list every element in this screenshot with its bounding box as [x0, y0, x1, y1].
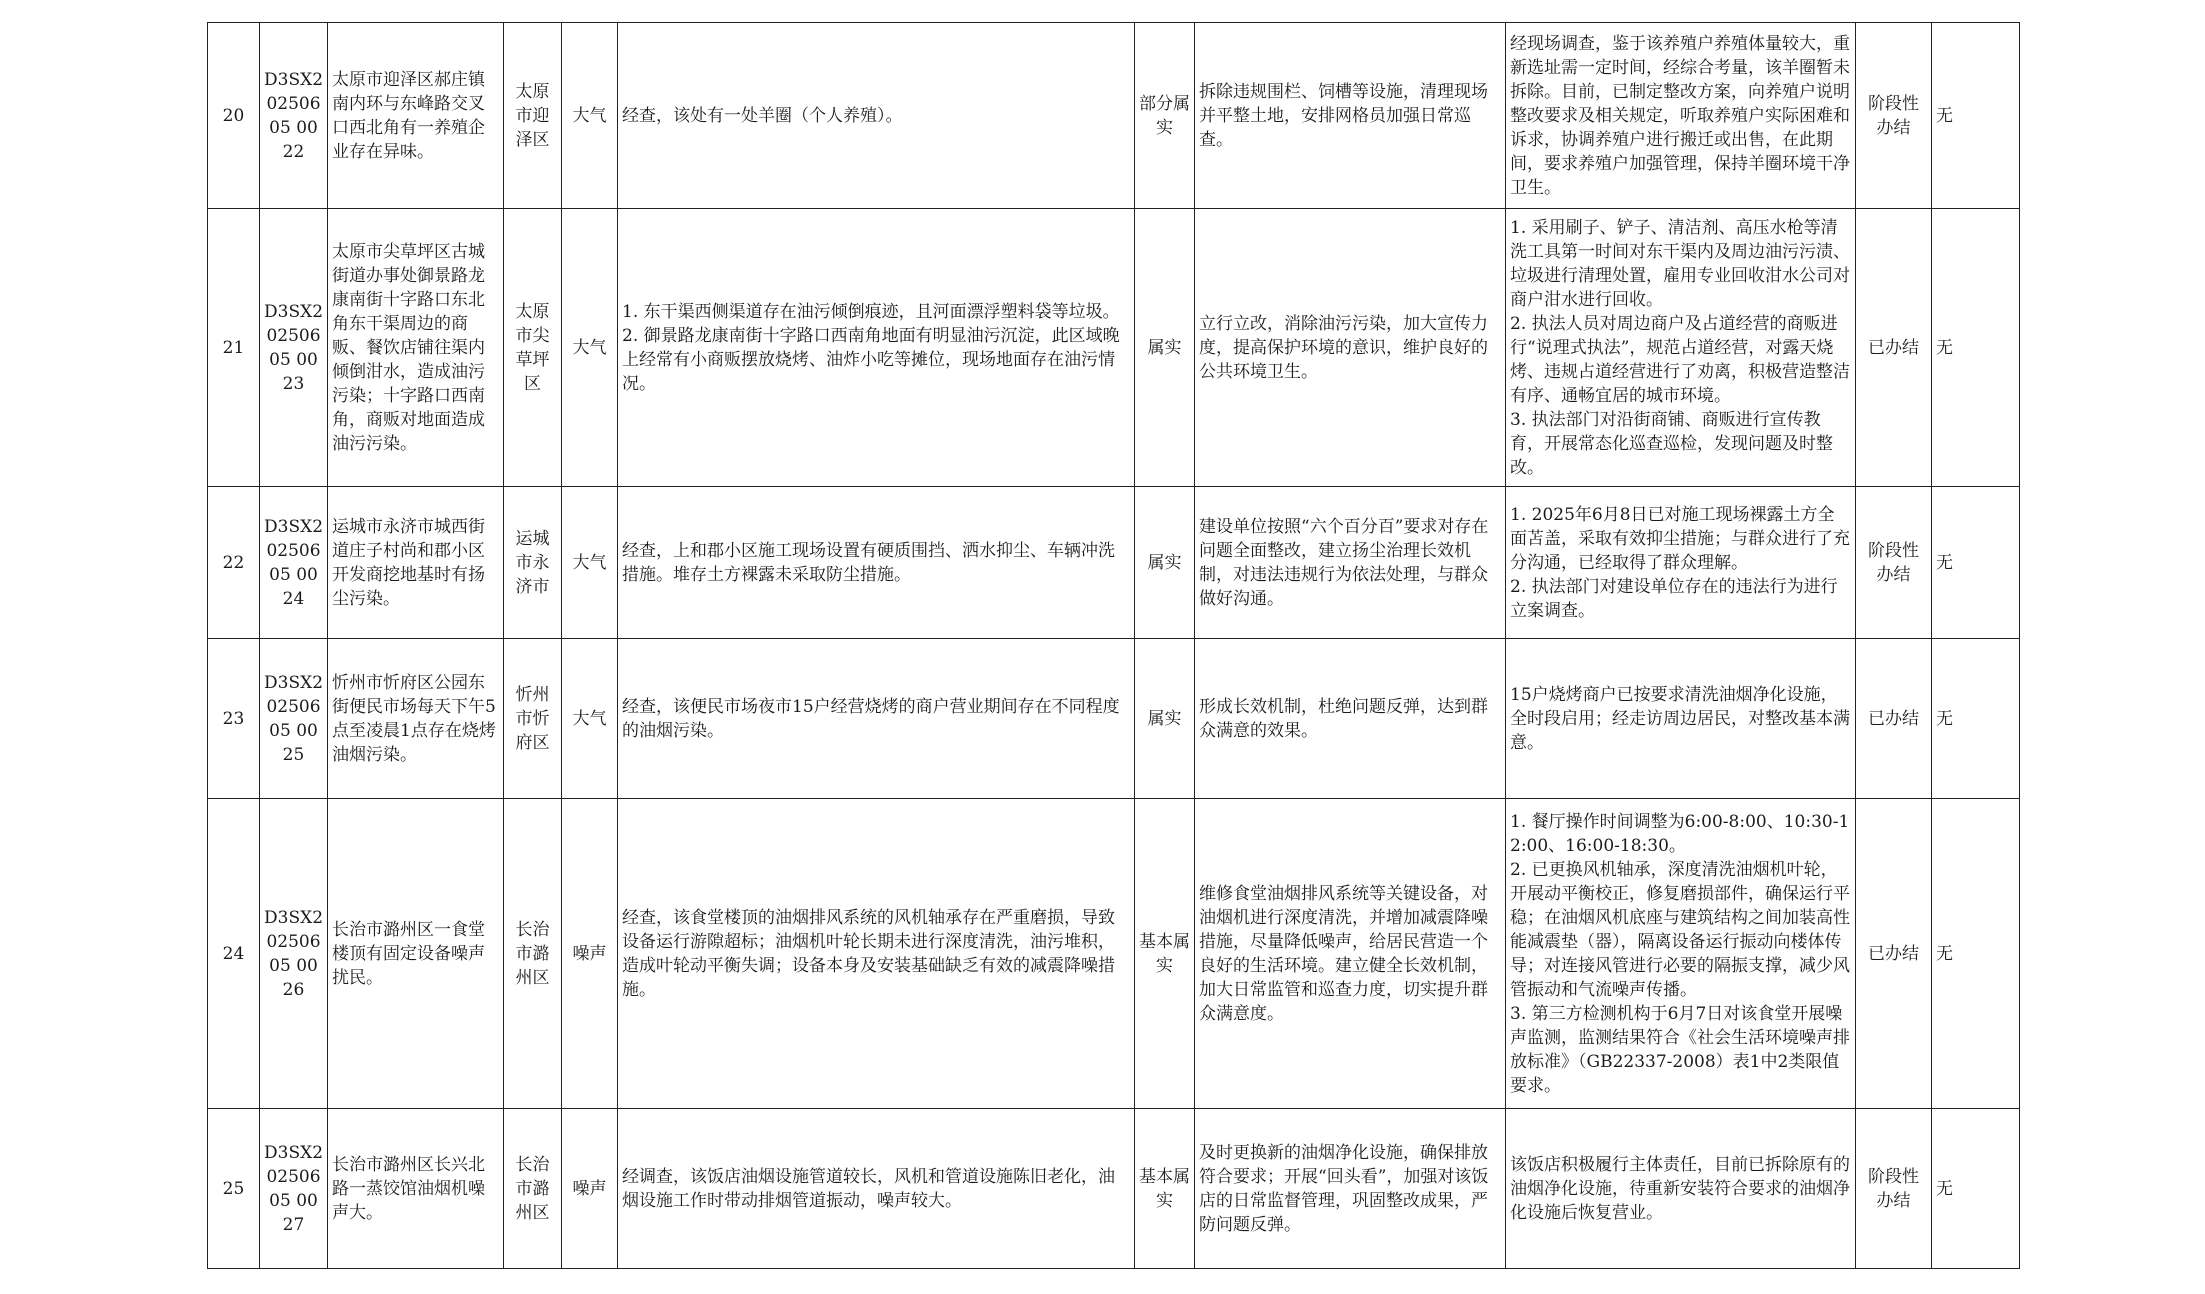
rectification-result [1506, 487, 1856, 639]
case-code: D3SX20250605 0027 [260, 1109, 328, 1269]
rectification-measure: 形成长效机制，杜绝问题反弹，达到群众满意的效果。 [1195, 639, 1506, 799]
investigation-finding [618, 487, 1135, 639]
rectification-result-line: 3. 第三方检测机构于6月7日对该食堂开展噪声监测，监测结果符合《社会生活环境噪声排放标准》（GB22337-2008）表1中2类限值要求。 [1510, 1003, 1850, 1096]
rectification-result-line: 15户烧烤商户已按要求清洗油烟净化设施，全时段启用；经走访周边居民，对整改基本满意。 [1510, 684, 1850, 753]
case-code: D3SX20250605 0024 [260, 487, 328, 639]
rectification-result-line: 1. 2025年6月8日已对施工现场裸露土方全面苫盖，采取有效抑尘措施；与群众进行了充分沟通，已经取得了群众理解。 [1510, 504, 1850, 573]
remarks: 无 [1932, 1109, 2020, 1269]
verification-verdict: 基本属实 [1135, 799, 1195, 1109]
region: 长治市潞州区 [504, 799, 562, 1109]
investigation-finding-line: 1. 东干渠西侧渠道存在油污倾倒痕迹，且河面漂浮塑料袋等垃圾。 [622, 301, 1120, 322]
rectification-result-line: 2. 执法部门对建设单位存在的违法行为进行立案调查。 [1510, 576, 1838, 621]
rectification-result [1506, 639, 1856, 799]
rectification-result-line: 1. 采用刷子、铲子、清洁剂、高压水枪等清洗工具第一时间对东干渠内及周边油污污渍、垃圾进行清理处置，雇用专业回收泔水公司对商户泔水进行回收。 [1510, 217, 1850, 310]
remarks: 无 [1932, 23, 2020, 209]
rectification-measure: 维修食堂油烟排风系统等关键设备，对油烟机进行深度清洗，并增加减震降噪措施，尽量降低噪声，给居民营造一个良好的生活环境。建立健全长效机制，加大日常监管和巡查力度，切实提升群众满意度。 [1195, 799, 1506, 1109]
row-number: 21 [208, 209, 260, 487]
rectification-result-line: 1. 餐厅操作时间调整为6:00-8:00、10:30-12:00、16:00-18:30。 [1510, 811, 1850, 856]
completion-status: 已办结 [1856, 799, 1932, 1109]
complaint-content: 长治市潞州区一食堂楼顶有固定设备噪声扰民。 [328, 799, 504, 1109]
rectification-result [1506, 23, 1856, 209]
row-number: 25 [208, 1109, 260, 1269]
investigation-finding-line: 经查，上和郡小区施工现场设置有硬质围挡、洒水抑尘、车辆冲洗措施。堆存土方裸露未采取防尘措施。 [622, 540, 1115, 585]
region: 运城市永济市 [504, 487, 562, 639]
verification-verdict: 属实 [1135, 639, 1195, 799]
rectification-result [1506, 799, 1856, 1109]
investigation-finding-line: 经查，该便民市场夜市15户经营烧烤的商户营业期间存在不同程度的油烟污染。 [622, 696, 1120, 741]
complaint-content: 运城市永济市城西街道庄子村尚和郡小区开发商挖地基时有扬尘污染。 [328, 487, 504, 639]
rectification-measure: 立行立改，消除油污污染，加大宣传力度，提高保护环境的意识，维护良好的公共环境卫生。 [1195, 209, 1506, 487]
investigation-finding [618, 23, 1135, 209]
row-number: 20 [208, 23, 260, 209]
table-row [208, 487, 2020, 639]
rectification-result [1506, 209, 1856, 487]
investigation-finding-line: 经查，该处有一处羊圈（个人养殖）。 [622, 105, 903, 126]
complaint-table [207, 22, 2020, 1269]
row-number: 24 [208, 799, 260, 1109]
remarks: 无 [1932, 487, 2020, 639]
region: 太原市迎泽区 [504, 23, 562, 209]
rectification-measure: 建设单位按照“六个百分百”要求对存在问题全面整改，建立扬尘治理长效机制，对违法违规行为依法处理，与群众做好沟通。 [1195, 487, 1506, 639]
pollution-type: 大气 [562, 487, 618, 639]
investigation-finding [618, 639, 1135, 799]
rectification-result-line: 该饭店积极履行主体责任，目前已拆除原有的油烟净化设施，待重新安装符合要求的油烟净化设施后恢复营业。 [1510, 1154, 1850, 1223]
rectification-result-line: 3. 执法部门对沿街商铺、商贩进行宣传教育，开展常态化巡查巡检，发现问题及时整改。 [1510, 409, 1833, 478]
rectification-measure: 及时更换新的油烟净化设施，确保排放符合要求；开展“回头看”，加强对该饭店的日常监督管理，巩固整改成果，严防问题反弹。 [1195, 1109, 1506, 1269]
verification-verdict: 部分属实 [1135, 23, 1195, 209]
case-code: D3SX20250605 0022 [260, 23, 328, 209]
investigation-finding-line: 经查，该食堂楼顶的油烟排风系统的风机轴承存在严重磨损，导致设备运行游隙超标；油烟机叶轮长期未进行深度清洗，油污堆积，造成叶轮动平衡失调；设备本身及安装基础缺乏有效的减震降噪措施。 [622, 907, 1115, 1000]
rectification-result-line: 经现场调查，鉴于该养殖户养殖体量较大，重新选址需一定时间，经综合考量，该羊圈暂未拆除。目前，已制定整改方案，向养殖户说明整改要求及相关规定，听取养殖户实际困难和诉求，协调养殖户进行搬迁或出售，在此期间，要求养殖户加强管理，保持羊圈环境干净卫生。 [1510, 33, 1850, 198]
pollution-type: 大气 [562, 23, 618, 209]
pollution-type: 噪声 [562, 799, 618, 1109]
case-code: D3SX20250605 0025 [260, 639, 328, 799]
table-row [208, 1109, 2020, 1269]
investigation-finding [618, 209, 1135, 487]
pollution-type: 噪声 [562, 1109, 618, 1269]
region: 长治市潞州区 [504, 1109, 562, 1269]
rectification-result-line: 2. 执法人员对周边商户及占道经营的商贩进行“说理式执法”，规范占道经营，对露天烧烤、违规占道经营进行了劝离，积极营造整洁有序、通畅宜居的城市环境。 [1510, 313, 1850, 406]
table-body [208, 23, 2020, 1269]
investigation-finding [618, 799, 1135, 1109]
investigation-finding-line: 2. 御景路龙康南街十字路口西南角地面有明显油污沉淀，此区域晚上经常有小商贩摆放烧烤、油炸小吃等摊位，现场地面存在油污情况。 [622, 325, 1120, 394]
table-row [208, 799, 2020, 1109]
table-row [208, 639, 2020, 799]
pollution-type: 大气 [562, 209, 618, 487]
rectification-measure: 拆除违规围栏、饲槽等设施，清理现场并平整土地，安排网格员加强日常巡查。 [1195, 23, 1506, 209]
investigation-finding [618, 1109, 1135, 1269]
case-code: D3SX20250605 0023 [260, 209, 328, 487]
region: 忻州市忻府区 [504, 639, 562, 799]
complaint-content: 太原市迎泽区郝庄镇南内环与东峰路交叉口西北角有一养殖企业存在异味。 [328, 23, 504, 209]
completion-status: 阶段性办结 [1856, 487, 1932, 639]
region: 太原市尖草坪区 [504, 209, 562, 487]
complaint-content: 长治市潞州区长兴北路一蒸饺馆油烟机噪声大。 [328, 1109, 504, 1269]
case-code: D3SX20250605 0026 [260, 799, 328, 1109]
verification-verdict: 属实 [1135, 209, 1195, 487]
rectification-result-line: 2. 已更换风机轴承，深度清洗油烟机叶轮，开展动平衡校正，修复磨损部件，确保运行平稳；在油烟风机底座与建筑结构之间加装高性能减震垫（器），隔离设备运行振动向楼体传导；对连接风管进行必要的隔振支撑，减少风管振动和气流噪声传播。 [1510, 859, 1850, 1000]
complaint-content: 忻州市忻府区公园东街便民市场每天下午5点至凌晨1点存在烧烤油烟污染。 [328, 639, 504, 799]
complaint-content: 太原市尖草坪区古城街道办事处御景路龙康南街十字路口东北角东干渠周边的商贩、餐饮店铺往渠内倾倒泔水，造成油污污染；十字路口西南角，商贩对地面造成油污污染。 [328, 209, 504, 487]
rectification-result [1506, 1109, 1856, 1269]
remarks: 无 [1932, 639, 2020, 799]
verification-verdict: 基本属实 [1135, 1109, 1195, 1269]
completion-status: 已办结 [1856, 209, 1932, 487]
table-row [208, 209, 2020, 487]
remarks: 无 [1932, 209, 2020, 487]
row-number: 23 [208, 639, 260, 799]
completion-status: 阶段性办结 [1856, 1109, 1932, 1269]
completion-status: 阶段性办结 [1856, 23, 1932, 209]
verification-verdict: 属实 [1135, 487, 1195, 639]
investigation-finding-line: 经调查，该饭店油烟设施管道较长，风机和管道设施陈旧老化，油烟设施工作时带动排烟管道振动，噪声较大。 [622, 1166, 1115, 1211]
completion-status: 已办结 [1856, 639, 1932, 799]
remarks: 无 [1932, 799, 2020, 1109]
pollution-type: 大气 [562, 639, 618, 799]
table-row [208, 23, 2020, 209]
row-number: 22 [208, 487, 260, 639]
